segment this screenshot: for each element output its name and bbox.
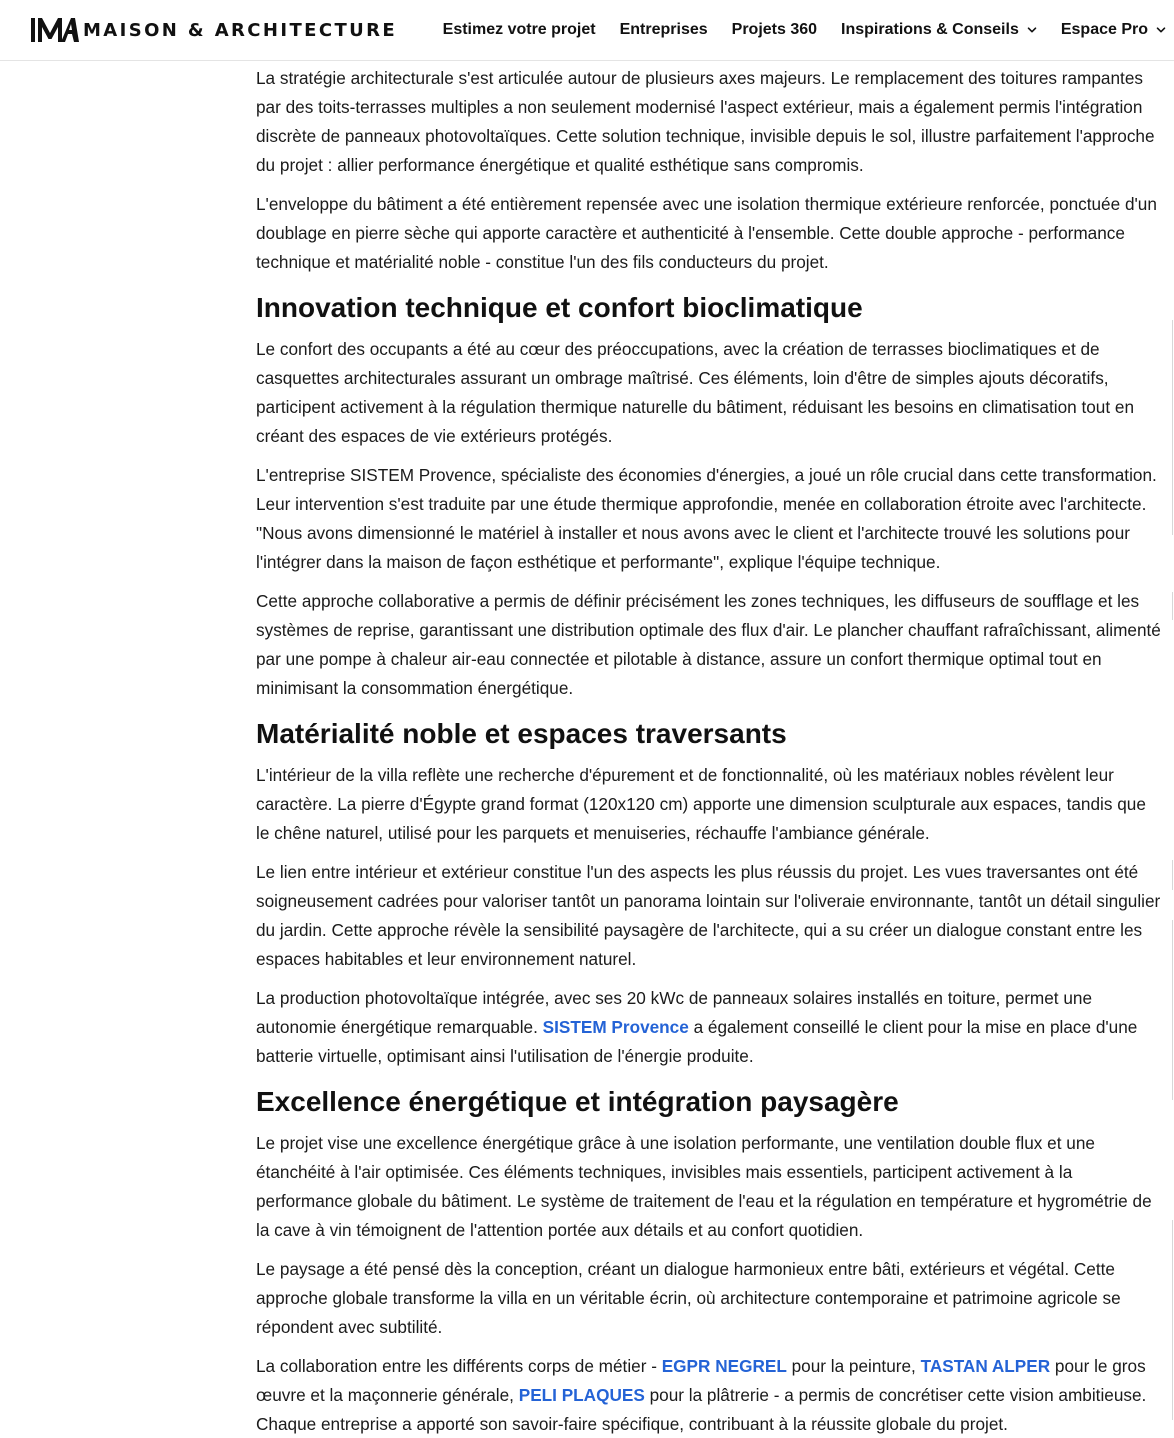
nav-label: Entreprises <box>619 21 708 38</box>
paragraph: Le confort des occupants a été au cœur des préoccupations, avec la création de terrasses bioclimatiques et de casquettes architecturales assurant un ombrage maîtrisé. Ces éléments, loin d'être de simples ajouts décoratifs, participent activement à la régulation thermique naturelle du bâtiment, réduisant les besoins en climatisation tout en créant des espaces de vie extérieurs protégés. <box>256 339 1135 446</box>
nav-inspirations-conseils[interactable] <box>841 21 1037 39</box>
link-tastan-alper[interactable]: TASTAN ALPER <box>920 1356 1051 1376</box>
paragraph <box>256 984 1162 1071</box>
paragraph: Le lien entre intérieur et extérieur constitue l'un des aspects les plus réussis du projet. Les vues traversantes ont été soigneusement cadrées pour valoriser tantôt un panorama lointain sur l'oliveraie environnante, tantôt un détail singulier du jardin. Cette approche révèle la sensibilité paysagère de l'architecte, qui a su créer un dialogue constant entre les espaces habitables et leur environnement naturel. <box>256 862 1161 969</box>
text-span: La collaboration entre les différents corps de métier - <box>256 1356 662 1376</box>
edge-mark <box>1172 860 1173 890</box>
nav-label: Inspirations & Conseils <box>841 21 1019 38</box>
scroll-edge-marks <box>1171 320 1173 1420</box>
paragraph <box>256 1352 1162 1438</box>
nav-label: Espace Pro <box>1060 21 1148 38</box>
chevron-down-icon <box>1156 25 1166 35</box>
nav-projets-360[interactable] <box>732 21 817 39</box>
section-heading: Innovation technique et confort bioclimatique <box>256 292 863 323</box>
paragraph: L'enveloppe du bâtiment a été entièrement repensée avec une isolation thermique extérieure renforcée, ponctuée d'un doublage en pierre sèche qui apporte caractère et authenticité à l'ensemble. Cette double approche - performance technique et matérialité noble - constitue l'un des fils conducteurs du projet. <box>256 194 1157 272</box>
paragraph: La stratégie architecturale s'est articulée autour de plusieurs axes majeurs. Le remplacement des toitures rampantes par des toits-terrasses multiples a non seulement modernisé l'aspect extérieur, mais a également permis l'intégration discrète de panneaux photovoltaïques. Cette solution technique, invisible depuis le sol, illustre parfaitement l'approche du projet : allier performance énergétique et qualité esthétique sans compromis. <box>256 68 1155 175</box>
text-span: a également conseillé le client pour la mise en place d'une batterie virtuelle, optimisant ainsi l'utilisation de l'énergie produite. <box>256 1017 1138 1066</box>
chevron-down-icon <box>1027 25 1037 35</box>
section-heading: Excellence énergétique et intégration paysagère <box>256 1086 899 1117</box>
paragraph: Cette approche collaborative a permis de définir précisément les zones techniques, les diffuseurs de soufflage et les systèmes de reprise, garantissant une distribution optimale des flux d'air. Le plancher chauffant rafraîchissant, alimenté par une pompe à chaleur air-eau connectée et pilotable à distance, assure un confort thermique optimal tout en minimisant la consommation énergétique. <box>256 591 1161 698</box>
nav-entreprises[interactable] <box>620 21 708 39</box>
link-peli-plaques[interactable]: PELI PLAQUES <box>518 1385 645 1405</box>
ma-monogram-icon <box>31 16 79 44</box>
logo-text: MAISON & ARCHITECTURE <box>83 19 398 41</box>
site-header <box>0 0 1174 61</box>
paragraph: L'entreprise SISTEM Provence, spécialiste des économies d'énergies, a joué un rôle crucial dans cette transformation. Leur intervention s'est traduite par une étude thermique approfondie, menée en collaboration étroite avec l'architecte. "Nous avons dimensionné le matériel à installer et nous avons avec le client et l'architecte trouvé les solutions pour l'intégrer dans la maison de façon esthétique et performante", explique l'équipe technique. <box>256 465 1157 572</box>
nav-label: Projets 360 <box>731 21 818 38</box>
paragraph: L'intérieur de la villa reflète une recherche d'épurement et de fonctionnalité, où les matériaux nobles révèlent leur caractère. La pierre d'Égypte grand format (120x120 cm) apporte une dimension sculpturale aux espaces, tandis que le chêne naturel, utilisé pour les parquets et menuiseries, réchauffe l'ambiance générale. <box>256 765 1146 843</box>
edge-mark <box>1172 920 1173 1100</box>
link-egpr-negrel[interactable]: EGPR NEGREL <box>661 1356 787 1376</box>
edge-mark <box>1172 320 1173 535</box>
edge-mark <box>1172 592 1173 620</box>
edge-mark <box>1172 1220 1173 1420</box>
link-sistem-provence[interactable]: SISTEM Provence <box>542 1017 689 1037</box>
article-body <box>256 64 1162 1438</box>
nav-espace-pro[interactable] <box>1061 21 1166 39</box>
main-nav <box>419 0 1166 60</box>
text-span: pour la peinture, <box>786 1356 921 1376</box>
section-heading: Matérialité noble et espaces traversants <box>256 718 787 749</box>
nav-label: Estimez votre projet <box>442 21 596 38</box>
paragraph: Le paysage a été pensé dès la conception, créant un dialogue harmonieux entre bâti, extérieurs et végétal. Cette approche globale transforme la villa en un véritable écrin, où architecture contemporaine et patrimoine agricole se répondent avec subtilité. <box>256 1259 1121 1337</box>
text-span: pour la plâtrerie - a permis de concrétiser cette vision ambitieuse. Chaque entreprise a apporté son savoir-faire spécifique, contribuant à la réussite globale du projet. <box>256 1385 1147 1434</box>
nav-estimez-votre-projet[interactable] <box>443 21 596 39</box>
text-span: La production photovoltaïque intégrée, avec ses 20 kWc de panneaux solaires installés en toiture, permet une autonomie énergétique remarquable. <box>256 988 1093 1037</box>
paragraph: Le projet vise une excellence énergétique grâce à une isolation performante, une ventilation double flux et une étanchéité à l'air optimisée. Ces éléments techniques, invisibles mais essentiels, participent activement à la performance globale du bâtiment. Le système de traitement de l'eau et la régulation en température et hygrométrie de la cave à vin témoignent de l'attention portée aux détails et au confort quotidien. <box>256 1133 1152 1240</box>
text-span: pour le gros œuvre et la maçonnerie générale, <box>256 1356 1146 1405</box>
site-logo[interactable] <box>31 16 397 44</box>
